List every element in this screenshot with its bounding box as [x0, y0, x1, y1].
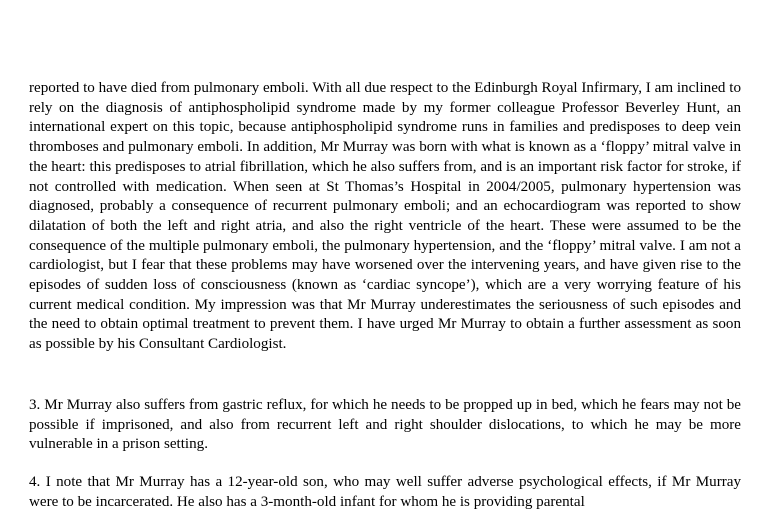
paragraph-3: 3. Mr Murray also suffers from gastric reflux, for which he needs to be propped up in bed, which he fears may not be possible if imprisoned, and also from recurrent left and right shoulder dislocations, to which he may be more vulnerable in a prison setting. [29, 397, 741, 453]
paragraph-4: 4. I note that Mr Murray has a 12-year-old son, who may well suffer adverse psychological effects, if Mr Murray were to be incarcerated. He also has a 3-month-old infant for whom he is providing parental [29, 474, 741, 510]
paragraph-continued: reported to have died from pulmonary emboli. With all due respect to the Edinburgh Royal Infirmary, I am inclined to rely on the diagnosis of antiphospholipid syndrome made by my former colleague Professor Beverley Hunt, an international expert on this topic, because antiphospholipid syndrome runs in families and predisposes to deep vein thromboses and pulmonary emboli. In addition, Mr Murray was born with what is known as a ‘floppy’ mitral valve in the heart: this predisposes to atrial fibrillation, which he also suffers from, and is an important risk factor for stroke, if not controlled with medication. When seen at St Thomas’s Hospital in 2004/2005, pulmonary hypertension was diagnosed, probably a consequence of recurrent pulmonary emboli; and an echocardiogram was reported to show dilatation of both the left and right atria, and also the right ventricle of the heart. These were assumed to be the consequence of the multiple pulmonary emboli, the pulmonary hypertension, and the ‘floppy’ mitral valve. I am not a cardiologist, but I fear that these problems may have worsened over the intervening years, and have given rise to the episodes of sudden loss of consciousness (known as ‘cardiac syncope’), which are a very worrying feature of his current medical condition. My impression was that Mr Murray underestimates the seriousness of such episodes and the need to obtain optimal treatment to prevent them. I have urged Mr Murray to obtain a further assessment as soon as possible by his Consultant Cardiologist. [29, 80, 741, 353]
